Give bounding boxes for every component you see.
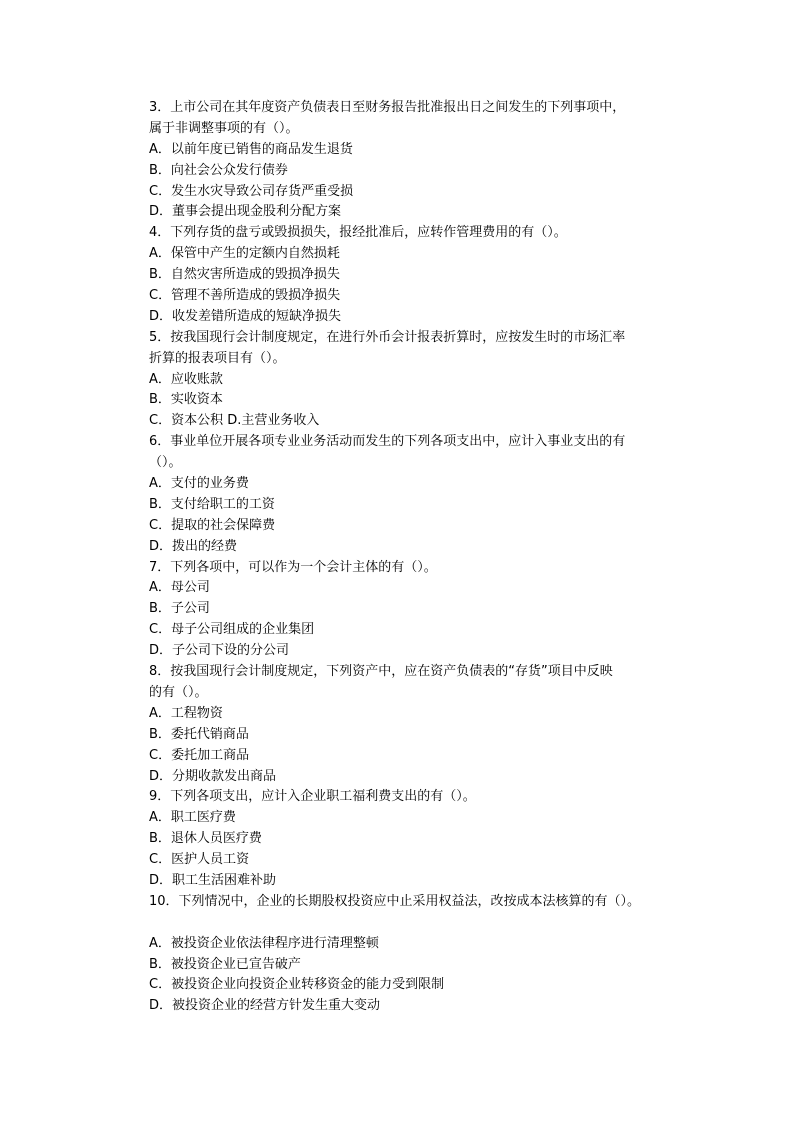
option-b: B．向社会公众发行债券 bbox=[149, 162, 288, 178]
question-8 bbox=[149, 662, 709, 787]
document-page bbox=[149, 98, 709, 1017]
question-4 bbox=[149, 223, 709, 327]
question-stem: 属于非调整事项的有（）。 bbox=[149, 120, 299, 136]
question-5 bbox=[149, 328, 709, 432]
question-stem: 3．上市公司在其年度资产负债表日至财务报告批准报出日之间发生的下列事项中， bbox=[149, 100, 626, 115]
question-stem: 9．下列各项支出，应计入企业职工福利费支出的有（）。 bbox=[149, 789, 476, 805]
question-3 bbox=[149, 98, 709, 223]
option-b: B．被投资企业已宣告破产 bbox=[149, 956, 301, 972]
question-stem: 6．事业单位开展各项专业业务活动而发生的下列各项支出中，应计入事业支出的有 bbox=[149, 434, 626, 450]
option-b: B．支付给职工的工资 bbox=[149, 496, 275, 512]
option-a: A．应收账款 bbox=[149, 371, 223, 387]
question-stem: 4．下列存货的盘亏或毁损损失，报经批准后，应转作管理费用的有（）。 bbox=[149, 225, 567, 241]
option-c: C．发生水灾导致公司存货严重受损 bbox=[149, 183, 354, 199]
question-stem: 的有（）。 bbox=[149, 684, 208, 700]
option-a: A．保管中产生的定额内自然损耗 bbox=[149, 246, 340, 262]
question-6 bbox=[149, 432, 709, 557]
question-9 bbox=[149, 787, 709, 891]
blank-line bbox=[149, 913, 709, 934]
option-b: B．子公司 bbox=[149, 601, 210, 617]
option-d: D．收发差错所造成的短缺净损失 bbox=[149, 308, 342, 324]
option-d: D．拨出的经费 bbox=[149, 538, 238, 554]
option-a: A．以前年度已销售的商品发生退货 bbox=[149, 141, 353, 157]
option-d: D．分期收款发出商品 bbox=[149, 768, 277, 784]
option-b: B．委托代销商品 bbox=[149, 726, 249, 742]
question-10 bbox=[149, 892, 709, 1017]
question-stem: 8．按我国现行会计制度规定，下列资产中，应在资产负债表的“存货”项目中反映 bbox=[149, 664, 613, 680]
option-a: A．工程物资 bbox=[149, 705, 223, 721]
question-stem: 5．按我国现行会计制度规定，在进行外币会计报表折算时，应按发生时的市场汇率 bbox=[149, 329, 626, 345]
option-d: D．被投资企业的经营方针发生重大变动 bbox=[149, 998, 381, 1014]
option-d: D．董事会提出现金股利分配方案 bbox=[149, 204, 342, 220]
option-c: C．委托加工商品 bbox=[149, 747, 250, 763]
option-c-d: C．资本公积 D.主营业务收入 bbox=[149, 413, 320, 429]
option-b: B．退休人员医疗费 bbox=[149, 831, 262, 847]
question-stem: 10．下列情况中，企业的长期股权投资应中止采用权益法，改按成本法核算的有（）。 bbox=[149, 893, 641, 909]
question-stem: 折算的报表项目有（）。 bbox=[149, 350, 286, 366]
question-7 bbox=[149, 558, 709, 662]
option-d: D．职工生活困难补助 bbox=[149, 872, 277, 888]
option-c: C．提取的社会保障费 bbox=[149, 517, 276, 533]
question-stem: （）。 bbox=[149, 455, 182, 471]
question-stem: 7．下列各项中，可以作为一个会计主体的有（）。 bbox=[149, 559, 437, 575]
option-a: A．被投资企业依法律程序进行清理整顿 bbox=[149, 935, 379, 951]
option-a: A．支付的业务费 bbox=[149, 476, 249, 492]
option-b: B．自然灾害所造成的毁损净损失 bbox=[149, 267, 340, 283]
option-d: D．子公司下设的分公司 bbox=[149, 643, 290, 659]
option-c: C．母子公司组成的企业集团 bbox=[149, 622, 315, 638]
option-a: A．职工医疗费 bbox=[149, 810, 236, 826]
option-c: C．医护人员工资 bbox=[149, 852, 250, 868]
option-c: C．管理不善所造成的毁损净损失 bbox=[149, 288, 341, 304]
option-a: A．母公司 bbox=[149, 580, 210, 596]
option-c: C．被投资企业向投资企业转移资金的能力受到限制 bbox=[149, 977, 445, 993]
option-b: B．实收资本 bbox=[149, 392, 223, 408]
